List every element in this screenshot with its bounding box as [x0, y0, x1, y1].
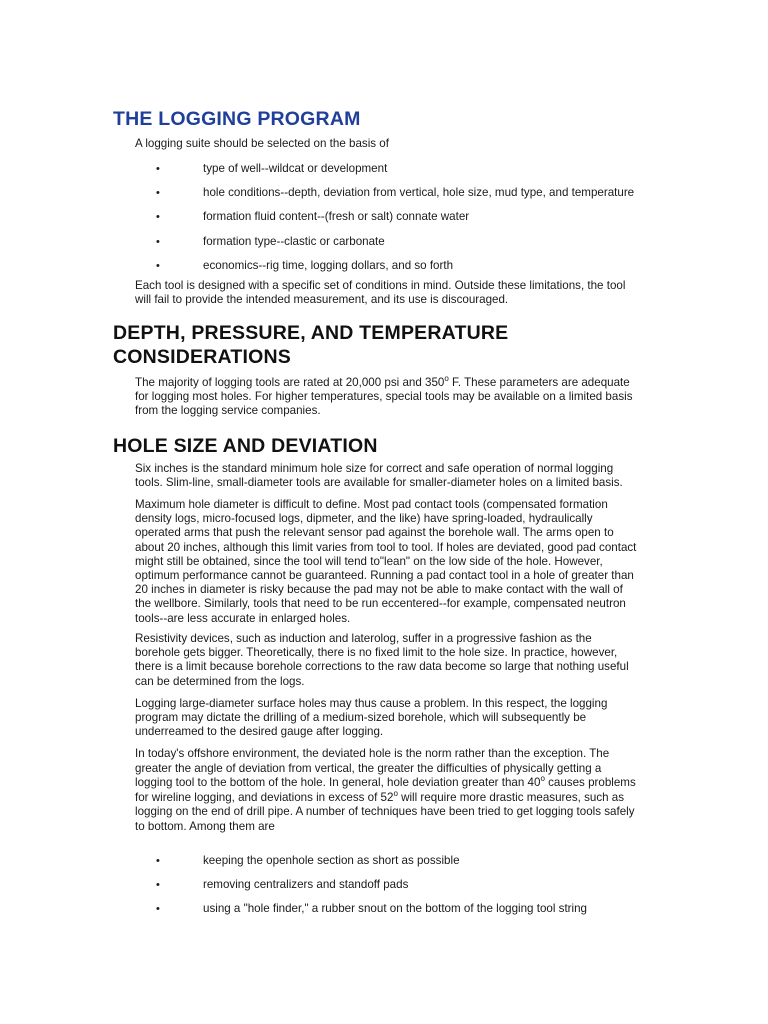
paragraph: In today's offshore environment, the deviated hole is the norm rather than the exception. The greater the angle of deviation from vertical, the greater the difficulties of physically getting a logging tool to the bottom of the hole. In general, hole deviation greater than 40$^o$ causes problems for wireline logging, and deviations in excess of 52$^o$ will require more drastic measures, such as logging on the end of drill pipe. A number of techniques have been tried to get logging tools safely to bottom. Among them are [135, 747, 636, 833]
paragraph: Resistivity devices, such as induction and laterolog, suffer in a progressive fashion as the borehole gets bigger. Theoretically, there is no fixed limit to the hole size. In practice, however, there is a limit because borehole corrections to the raw data become so large that nothing useful can be determined from the logs. [135, 632, 629, 688]
paragraph: Each tool is designed with a specific set of conditions in mind. Outside these limitations, the tool will fail to provide the intended measurement, and its use is discouraged. [135, 279, 626, 307]
list-item: • keeping the openhole section as short as possible [156, 854, 460, 867]
paragraph: Maximum hole diameter is difficult to define. Most pad contact tools (compensated formation density logs, micro-focused logs, dipmeter, and the like) have spring-loaded, hydraulically operated arms that push the relevant sensor pad against the borehole wall. The arms open to about 20 inches, although this limit varies from tool to tool. If holes are deviated, good pad contact might still be obtained, since the tool will tend to"lean" on the low side of the hole. However, optimum performance cannot be guaranteed. Running a pad contact tool in a hole of greater than 20 inches in diameter is risky because the pad may not be able to make contact with the wall of the wellbore. Similarly, tools that need to be run eccentered--for example, compensated neutron tools--are less accurate in enlarged holes. [135, 498, 637, 625]
intro-text: A logging suite should be selected on the basis of [135, 137, 389, 150]
list-item: • formation fluid content--(fresh or salt) connate water [156, 210, 470, 223]
list-item: • formation type--clastic or carbonate [156, 235, 385, 248]
list-item: • removing centralizers and standoff pads [156, 878, 409, 891]
bullet-icon: • [156, 879, 160, 891]
heading-logging-program: THE LOGGING PROGRAM [113, 108, 361, 130]
list-item: • using a "hole finder," a rubber snout on the bottom of the logging tool string [156, 902, 587, 915]
bullet-icon: • [156, 187, 160, 199]
bullet-icon: • [156, 211, 160, 223]
list-item: • type of well--wildcat or development [156, 162, 388, 175]
list-item: • economics--rig time, logging dollars, and so forth [156, 259, 454, 272]
bullet-icon: • [156, 903, 160, 915]
list-item: • hole conditions--depth, deviation from vertical, hole size, mud type, and temperature [156, 186, 635, 199]
paragraph: Logging large-diameter surface holes may thus cause a problem. In this respect, the logging program may dictate the drilling of a medium-sized borehole, which will subsequently be underreamed to the desired gauge after logging. [135, 697, 608, 739]
bullet-icon: • [156, 163, 160, 175]
bullet-icon: • [156, 260, 160, 272]
heading-depth-pressure-temperature: DEPTH, PRESSURE, AND TEMPERATURE CONSIDERATIONS [113, 322, 509, 368]
paragraph: The majority of logging tools are rated at 20,000 psi and 350$^o$ F. These parameters are adequate for logging most holes. For higher temperatures, special tools may be available on a limited basis from the logging service companies. [135, 374, 633, 418]
bullet-icon: • [156, 855, 160, 867]
heading-hole-size-deviation: HOLE SIZE AND DEVIATION [113, 435, 378, 457]
bullet-icon: • [156, 236, 160, 248]
paragraph: Six inches is the standard minimum hole size for correct and safe operation of normal logging tools. Slim-line, small-diameter tools are available for smaller-diameter holes on a limited basis. [135, 462, 623, 490]
